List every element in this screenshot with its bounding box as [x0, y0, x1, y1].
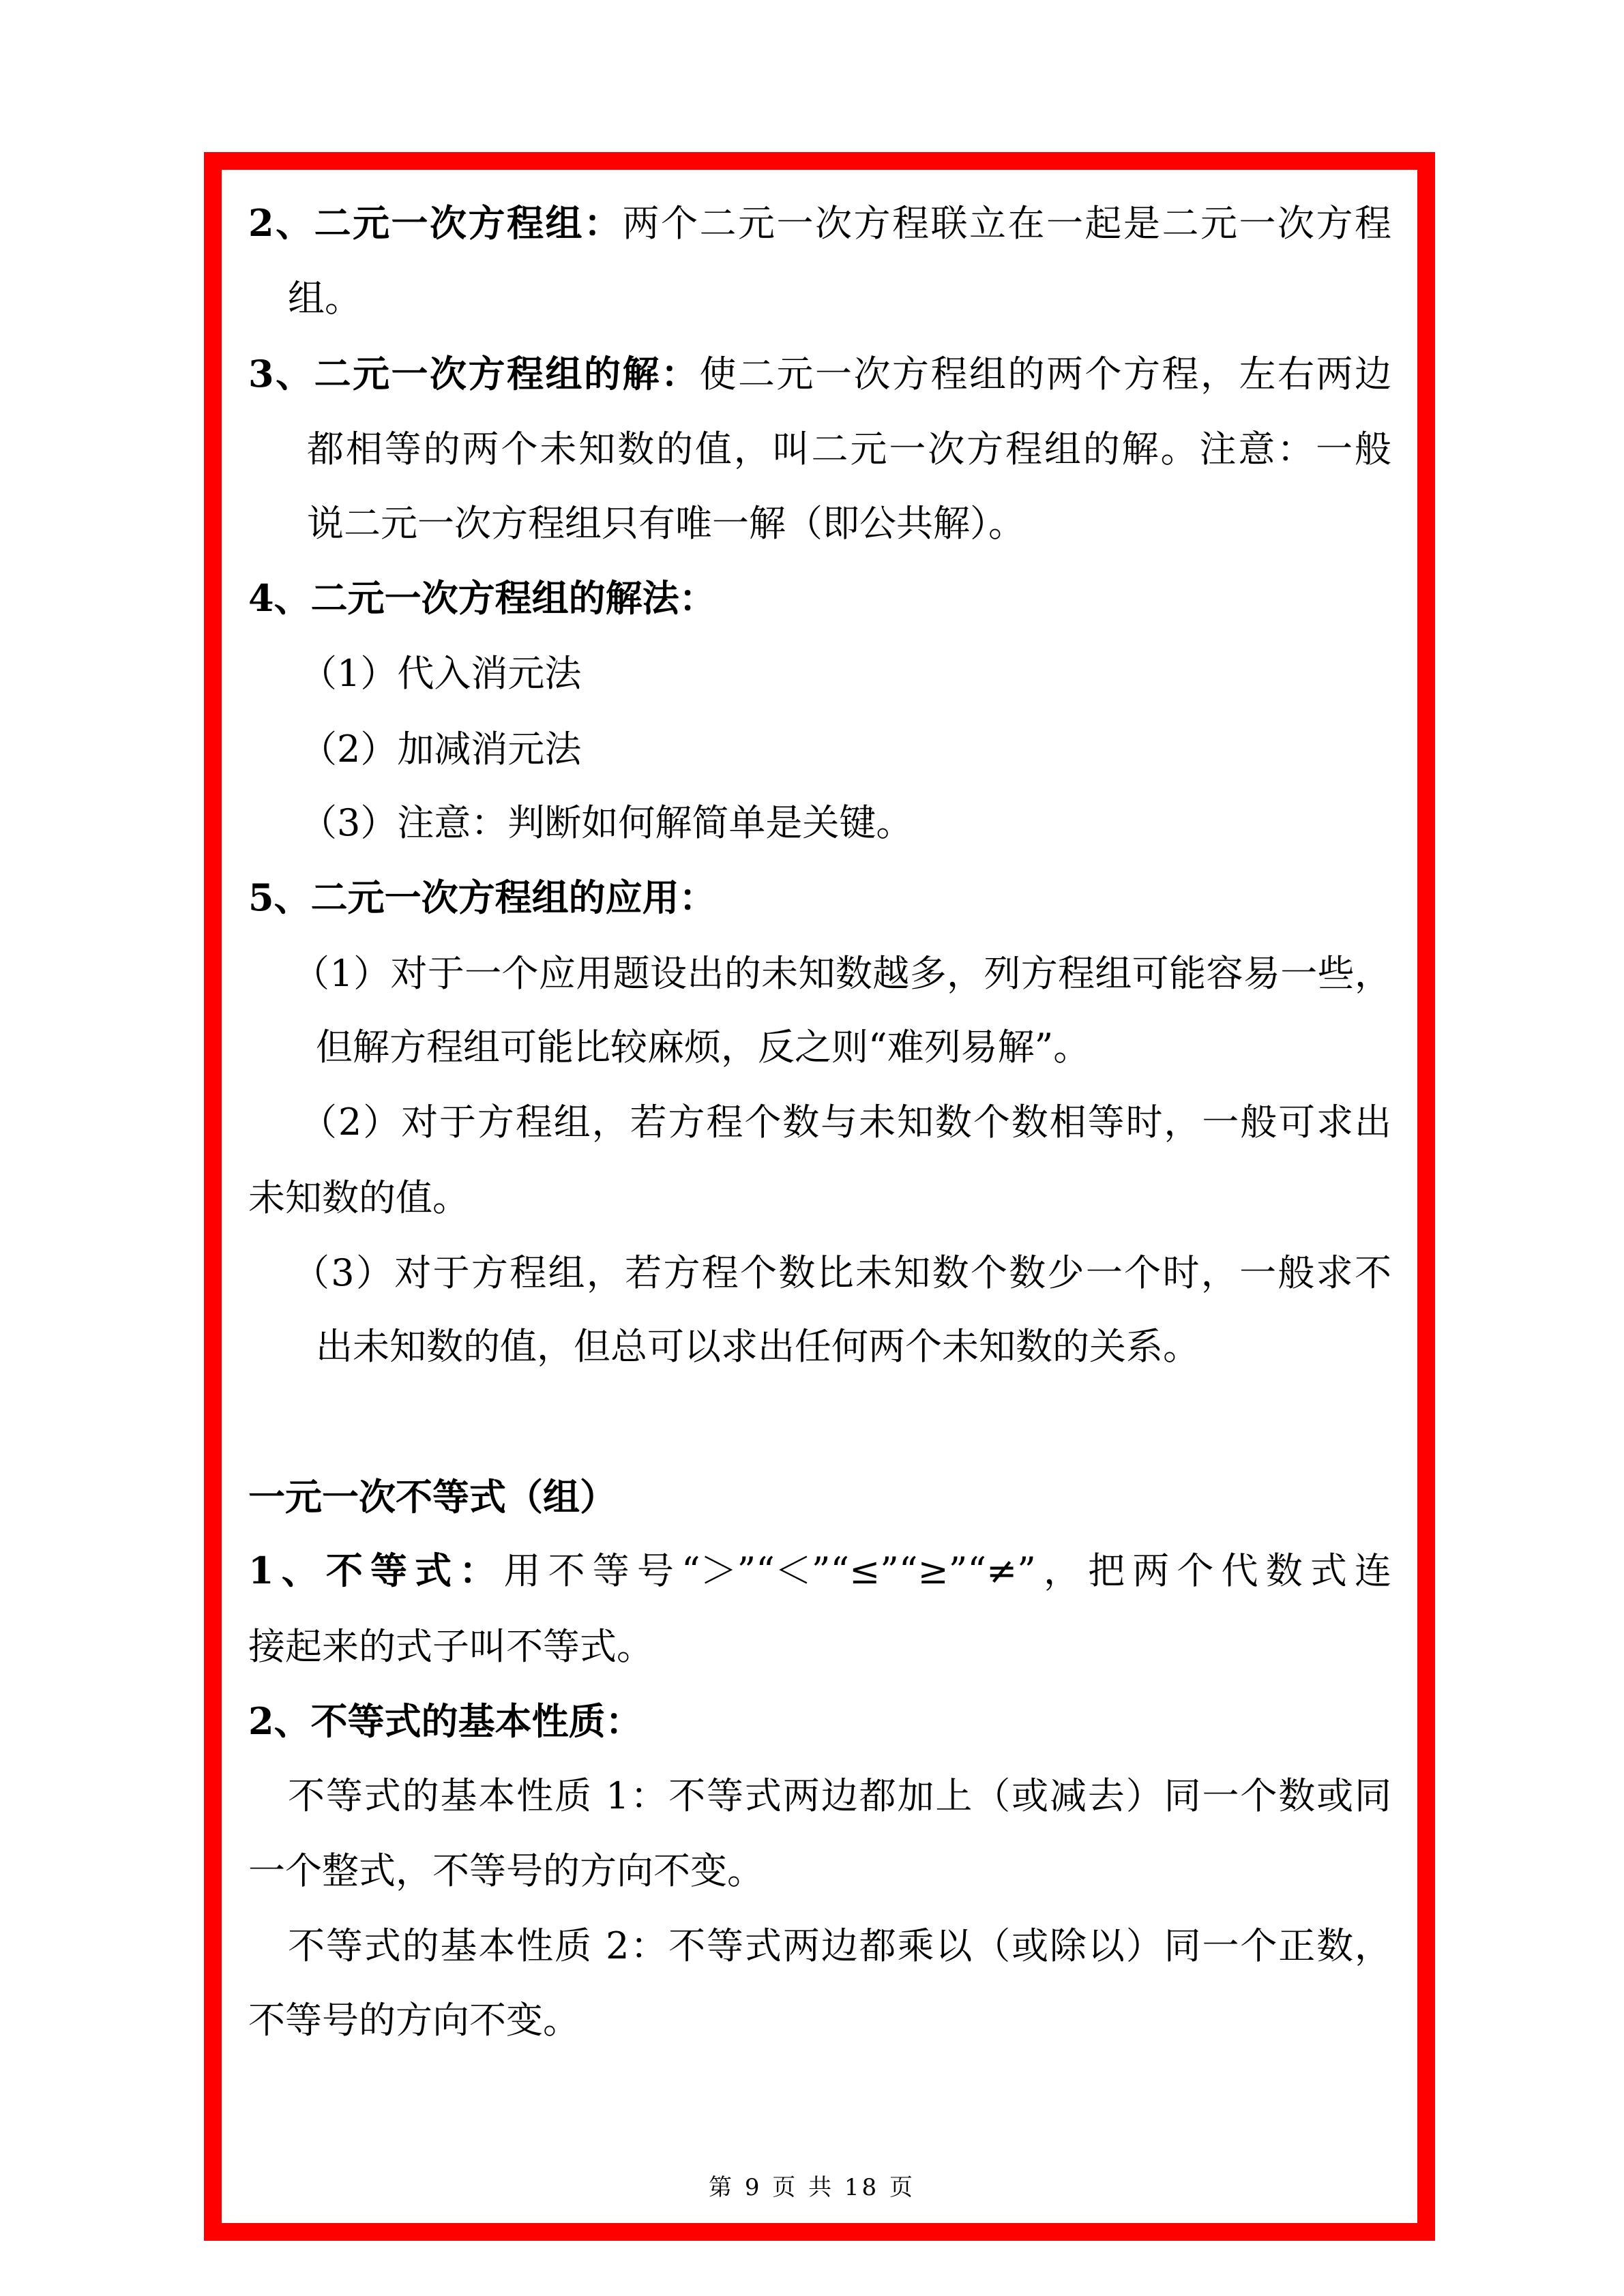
text-line: 说二元一次方程组只有唯一解（即公共解）。	[307, 502, 1025, 545]
text-line: 不等号的方向不变。	[248, 1999, 580, 2042]
text-line: 不等式的基本性质 1：不等式两边都加上（或减去）同一个数或同	[288, 1774, 1391, 1817]
text-line: 1、不等式：用不等号“＞”“＜”“≤”“≥”“≠”，把两个代数式连	[248, 1549, 1391, 1592]
text-line: （2）对于方程组，若方程个数与未知数个数相等时，一般可求出	[300, 1101, 1391, 1144]
section-heading: 2、不等式的基本性质：	[248, 1699, 643, 1743]
section-heading: 4、二元一次方程组的解法：	[248, 576, 716, 620]
text-line: 未知数的值。	[248, 1176, 469, 1219]
text-line: （3）对于方程组，若方程个数比未知数个数少一个时，一般求不	[293, 1251, 1391, 1294]
text-line: 但解方程组可能比较麻烦，反之则“难列易解”。	[316, 1026, 1091, 1069]
text-line: 一个整式，不等号的方向不变。	[248, 1849, 764, 1892]
text-line: 都相等的两个未知数的值，叫二元一次方程组的解。注意：一般	[307, 428, 1391, 471]
text-line: 不等式的基本性质 2：不等式两边都乘以（或除以）同一个正数，	[288, 1924, 1391, 1967]
text-line: 2、二元一次方程组：两个二元一次方程联立在一起是二元一次方程	[248, 201, 1391, 245]
list-item: （3）注意：判断如何解简单是关键。	[300, 801, 913, 844]
text-line: （1）对于一个应用题设出的未知数越多，列方程组可能容易一些，	[293, 952, 1391, 995]
chapter-heading: 一元一次不等式（组）	[248, 1475, 617, 1519]
text-line: 出未知数的值，但总可以求出任何两个未知数的关系。	[316, 1325, 1200, 1368]
text-line: 接起来的式子叫不等式。	[248, 1625, 653, 1668]
list-item: （1）代入消元法	[300, 652, 582, 695]
section-heading: 5、二元一次方程组的应用：	[248, 876, 716, 919]
list-item: （2）加减消元法	[300, 728, 582, 771]
text-line: 组。	[288, 277, 361, 320]
page-number-footer: 第 9 页 共 18 页	[709, 2174, 915, 2201]
text-line: 3、二元一次方程组的解：使二元一次方程组的两个方程，左右两边	[248, 352, 1391, 396]
